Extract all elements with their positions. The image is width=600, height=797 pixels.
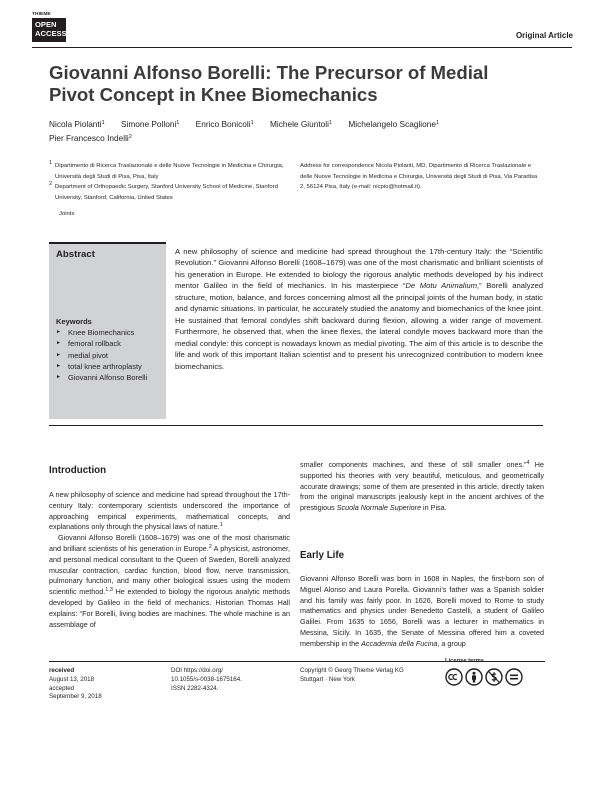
accepted-label: accepted	[49, 684, 75, 692]
keyword-list	[56, 327, 164, 383]
citation-ref[interactable]: 1,3	[105, 587, 113, 594]
citation-ref[interactable]: 2	[208, 543, 212, 550]
publisher-location: Stuttgart · New York	[300, 675, 356, 683]
copyright-text: Copyright © Georg Thieme Verlag KG	[300, 667, 404, 674]
affiliation-item: 1 Dipartimento di Ricerca Traslazionale e delle Nuove Tecnologie in Medicina e Chirurgia, Università degli Studi di Pisa, Pisa, Italy	[49, 160, 284, 180]
affiliation-item: 2 Department of Orthopaedic Surgery, Stanford University School of Medicine, Stanford University, Stanford, California, United States	[49, 181, 278, 202]
early-life-heading: Early Life	[300, 550, 345, 561]
thieme-open-access-logo	[32, 11, 66, 42]
abstract-bottom-rule	[49, 425, 543, 426]
paragraph: A new philosophy of science and medicine had spread throughout the 17th-century Italy: contemporary scientists underscored the importance of approaching empirical experiments, mathematical concepts, and explanations only through the physical laws of nature.$^1$	[49, 490, 290, 532]
author: Nicola Piolanti$^1$	[49, 119, 105, 129]
logo-line2: ACCESS	[35, 28, 67, 38]
abstract-heading: Abstract	[56, 249, 95, 260]
non-commercial-icon	[485, 668, 503, 686]
received-label: received	[49, 667, 75, 674]
doi-link[interactable]: DOI https://doi.org/	[171, 667, 223, 674]
column2-continuation: smaller components machines, and these of still smaller ones.”$^4$ He supported his theories with very beautiful, meticulous, and geometrically accurate drawings; some of them are presented in this article, directly taken from the original manuscripts jealously kept in the ancient archives of the prestigious Scuola Normale Superiore in Pisa.	[300, 460, 544, 513]
article-title: Giovanni Alfonso Borelli: The Precursor of Medial Pivot Concept in Knee Biomechanics	[49, 62, 489, 105]
article-type: Original Article	[515, 31, 573, 40]
journal-name: Joints	[59, 211, 75, 217]
citation-ref[interactable]: 4	[526, 460, 530, 466]
keyword-item: ► medial pivot	[56, 350, 164, 361]
affiliations	[49, 161, 289, 204]
correspondence-address: Address for correspondence Nicola Piolanti, MD, Dipartimento di Ricerca Traslazionale e delle Nuove Tecnologie in Medicina e Chirurgia, Università degli Studi di Pisa, Via Paradisa 2, 56124 Pisa, Italy (e-mail: nicpio@hotmail.it).	[300, 163, 538, 191]
logo-badge	[32, 18, 66, 42]
no-derivatives-icon	[505, 668, 523, 686]
doi-block	[171, 667, 291, 694]
early-life-body: Giovanni Alfonso Borelli was born in 1608 in Naples, the first-born son of Miguel Alonso and Laura Porella. Giovanni’s father was a Spanish soldier and his family was fairly poor. In 1626, Borelli moved to Rome to study mathematics and physics under Benedetto Castelli, a student of Galileo Galilei. From 1635 to 1656, Borelli was a lecturer in mathematics in Messina, Sicily. In 1635, the Senate of Messina offered him a coveted membership in the Accademia della Fucina, a group	[300, 574, 544, 648]
copyright-block	[300, 667, 440, 685]
keyword-item: ► femoral rollback	[56, 338, 164, 349]
issn: ISSN 2282-4324.	[171, 684, 219, 692]
author: Pier Francesco Indelli$^2$	[49, 132, 132, 143]
keyword-item: ► Giovanni Alfonso Borelli	[56, 372, 164, 383]
citation-ref[interactable]: 1	[219, 522, 223, 529]
author: Simone Polloni$^1$	[120, 119, 180, 129]
keyword-item: ► Knee Biomechanics	[56, 327, 164, 338]
doi-number[interactable]: 10.1055/s-0038-1675164.	[171, 675, 242, 683]
author: Michelangelo Scaglione$^1$	[348, 119, 440, 129]
keyword-item: ► total knee arthroplasty	[56, 361, 164, 372]
author-list	[49, 118, 569, 145]
author: Michele Giuntoli$^1$	[269, 119, 333, 129]
license-block	[445, 658, 545, 686]
received-date: August 13, 2018	[49, 675, 95, 683]
article-dates	[49, 667, 159, 702]
logo-line1: OPEN	[35, 20, 57, 29]
license-terms-label[interactable]: License terms	[445, 658, 484, 664]
introduction-body	[49, 490, 290, 630]
cc-icon	[445, 668, 463, 686]
accepted-date: September 9, 2018	[49, 693, 102, 701]
introduction-heading: Introduction	[49, 465, 107, 476]
by-attribution-icon	[465, 668, 483, 686]
logo-publisher: THIEME	[32, 12, 51, 17]
keywords-heading: Keywords	[56, 317, 92, 326]
paragraph: Giovanni Alfonso Borelli (1608–1679) was one of the most charismatic and brilliant scientists of his generation in Europe.$^2$ A physicist, astronomer, and personal medical consultant to the Queen of Sweden, Borelli analyzed muscular contraction, cardiac function, blood flow, nerve transmission, pulmonary function, and many other biological issues using the modern scientific method.$^{1,3}$ He extended to biology the rigorous analytic methods developed by Galileo in the field of mechanics. Historian Thomas Hall explains: “For Borelli, living bodies are machines. The whole machine is an assemblage of	[49, 533, 291, 629]
abstract-body: A new philosophy of science and medicine had spread throughout the 17th-century Italy: the “Scientific Revolution.” Giovanni Alfonso Borelli (1608–1679) was one of the most charismatic and brilliant scientists of his generation in Europe. He extended to biology the rigorous analytic methods developed by his indirect mentor Galileo in the field of mechanics. In his masterpiece “De Motu Animalium,” Borelli analyzed structure, motion, balance, and forces concerning almost all the principal joints of the human body, in static and dynamic situations. In particular, he accurately studied the anatomy and biomechanics of the knee joint. He sustained that femoral condyles shift backward during flexion, allowing a wider range of movement. Furthermore, he observed that, when the knee flexes, the lateral condyle moves backward more than the medial condyle: this concept is nowadays known as medial pivoting. The aim of this article is to describe the life and work of this important Italian scientist and to present his unrecognized contribution to modern knee biomechanics.	[175, 247, 543, 371]
cc-license-badges[interactable]	[445, 668, 545, 686]
abstract-top-rule	[49, 242, 166, 244]
header-divider	[32, 47, 572, 48]
author: Enrico Bonicoli$^1$	[195, 119, 254, 129]
